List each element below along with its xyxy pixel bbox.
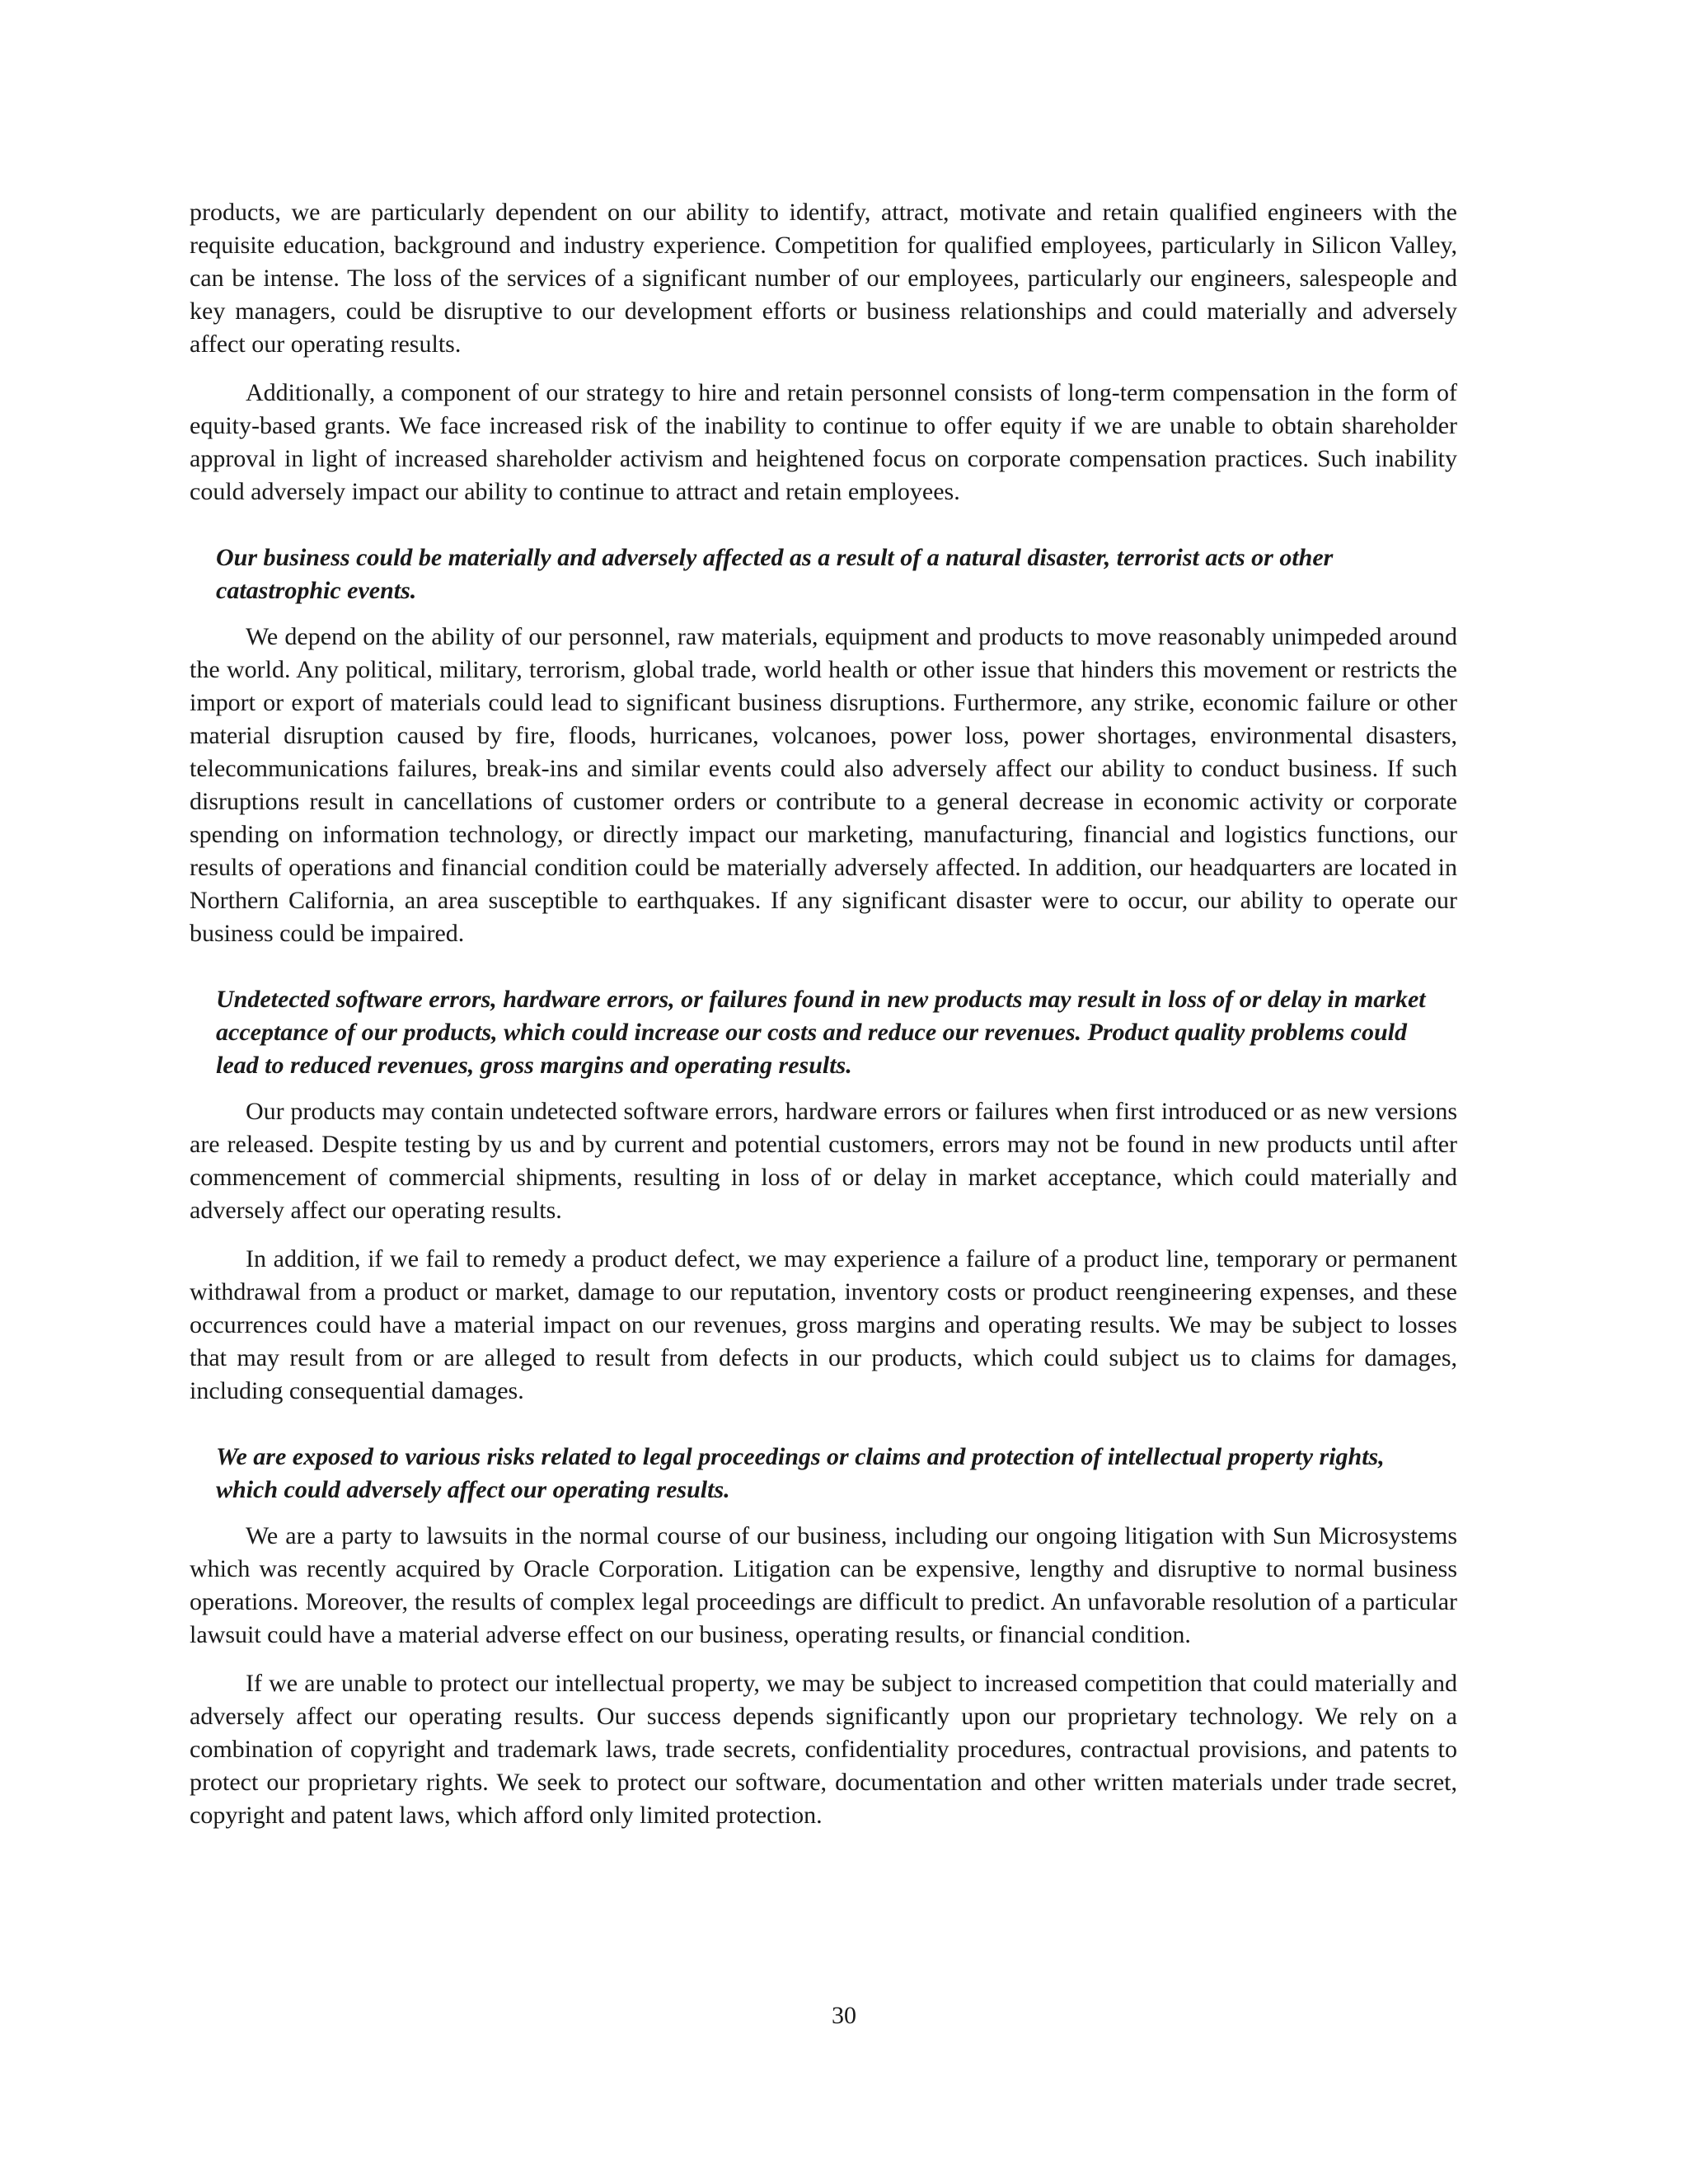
paragraph-lawsuits: We are a party to lawsuits in the normal course of our business, including our ongoing litigation with Sun Microsystems which was recently acquired by Oracle Corporation. Litigation can be expensive, lengthy and disruptive to normal business operations. Moreover, the results of complex legal proceedings are difficult to predict. An unfavorable resolution of a particular lawsuit could have a material adverse effect on our business, operating results, or financial condition. bbox=[190, 1522, 1457, 1648]
heading-natural-disaster-risk: Our business could be materially and adversely affected as a result of a natural disaster, terrorist acts or other catastrophic events. bbox=[216, 544, 1334, 604]
document-page bbox=[190, 196, 1457, 1848]
paragraph-intellectual-property: If we are unable to protect our intellectual property, we may be subject to increased competition that could materially and adversely affect our operating results. Our success depends significantly upon our proprietary technology. We rely on a combination of copyright and trademark laws, trade secrets, confidentiality procedures, contractual provisions, and patents to protect our proprietary rights. We seek to protect our software, documentation and other written materials under trade secret, copyright and patent laws, which afford only limited protection. bbox=[190, 1670, 1457, 1829]
page-number: 30 bbox=[832, 2002, 856, 2029]
paragraph-undetected-errors: Our products may contain undetected software errors, hardware errors or failures when first introduced or as new versions are released. Despite testing by us and by current and potential customers, errors may not be found in new products until after commencement of commercial shipments, resulting in loss of or delay in market acceptance, which could materially and adversely affect our operating results. bbox=[190, 1098, 1457, 1224]
paragraph-business-disruptions: We depend on the ability of our personnel, raw materials, equipment and products to move reasonably unimpeded around the world. Any political, military, terrorism, global trade, world health or other issue that hinders this movement or restricts the import or export of materials could lead to significant business disruptions. Furthermore, any strike, economic failure or other material disruption caused by fire, floods, hurricanes, volcanoes, power loss, power shortages, environmental disasters, telecommunications failures, break-ins and similar events could also adversely affect our ability to conduct business. If such disruptions result in cancellations of customer orders or contribute to a general decrease in economic activity or corporate spending on information technology, or directly impact our marketing, manufacturing, financial and logistics functions, our results of operations and financial condition could be materially adversely affected. In addition, our headquarters are located in Northern California, an area susceptible to earthquakes. If any significant disaster were to occur, our ability to operate our business could be impaired. bbox=[190, 623, 1457, 947]
paragraph-equity-grants: Additionally, a component of our strategy to hire and retain personnel consists of long-term compensation in the form of equity-based grants. We face increased risk of the inability to continue to offer equity if we are unable to obtain shareholder approval in light of increased shareholder activism and heightened focus on corporate compensation practices. Such inability could adversely impact our ability to continue to attract and retain employees. bbox=[190, 379, 1457, 505]
paragraph-employee-retention: products, we are particularly dependent on our ability to identify, attract, motivate and retain qualified engineers with the requisite education, background and industry experience. Competition for qualified employees, particularly in Silicon Valley, can be intense. The loss of the services of a significant number of our employees, particularly our engineers, salespeople and key managers, could be disruptive to our development efforts or business relationships and could materially and adversely affect our operating results. bbox=[190, 199, 1457, 358]
heading-legal-proceedings-risk: We are exposed to various risks related to legal proceedings or claims and protection of intellectual property rights, which could adversely affect our operating results. bbox=[216, 1443, 1385, 1503]
heading-product-errors-risk: Undetected software errors, hardware errors, or failures found in new products may result in loss of or delay in market acceptance of our products, which could increase our costs and reduce our revenues. Product quality problems could lead to reduced revenues, gross margins and operating results. bbox=[216, 986, 1426, 1079]
paragraph-product-defects: In addition, if we fail to remedy a product defect, we may experience a failure of a product line, temporary or permanent withdrawal from a product or market, damage to our reputation, inventory costs or product reengineering expenses, and these occurrences could have a material impact on our revenues, gross margins and operating results. We may be subject to losses that may result from or are alleged to result from defects in our products, which could subject us to claims for damages, including consequential damages. bbox=[190, 1245, 1457, 1404]
